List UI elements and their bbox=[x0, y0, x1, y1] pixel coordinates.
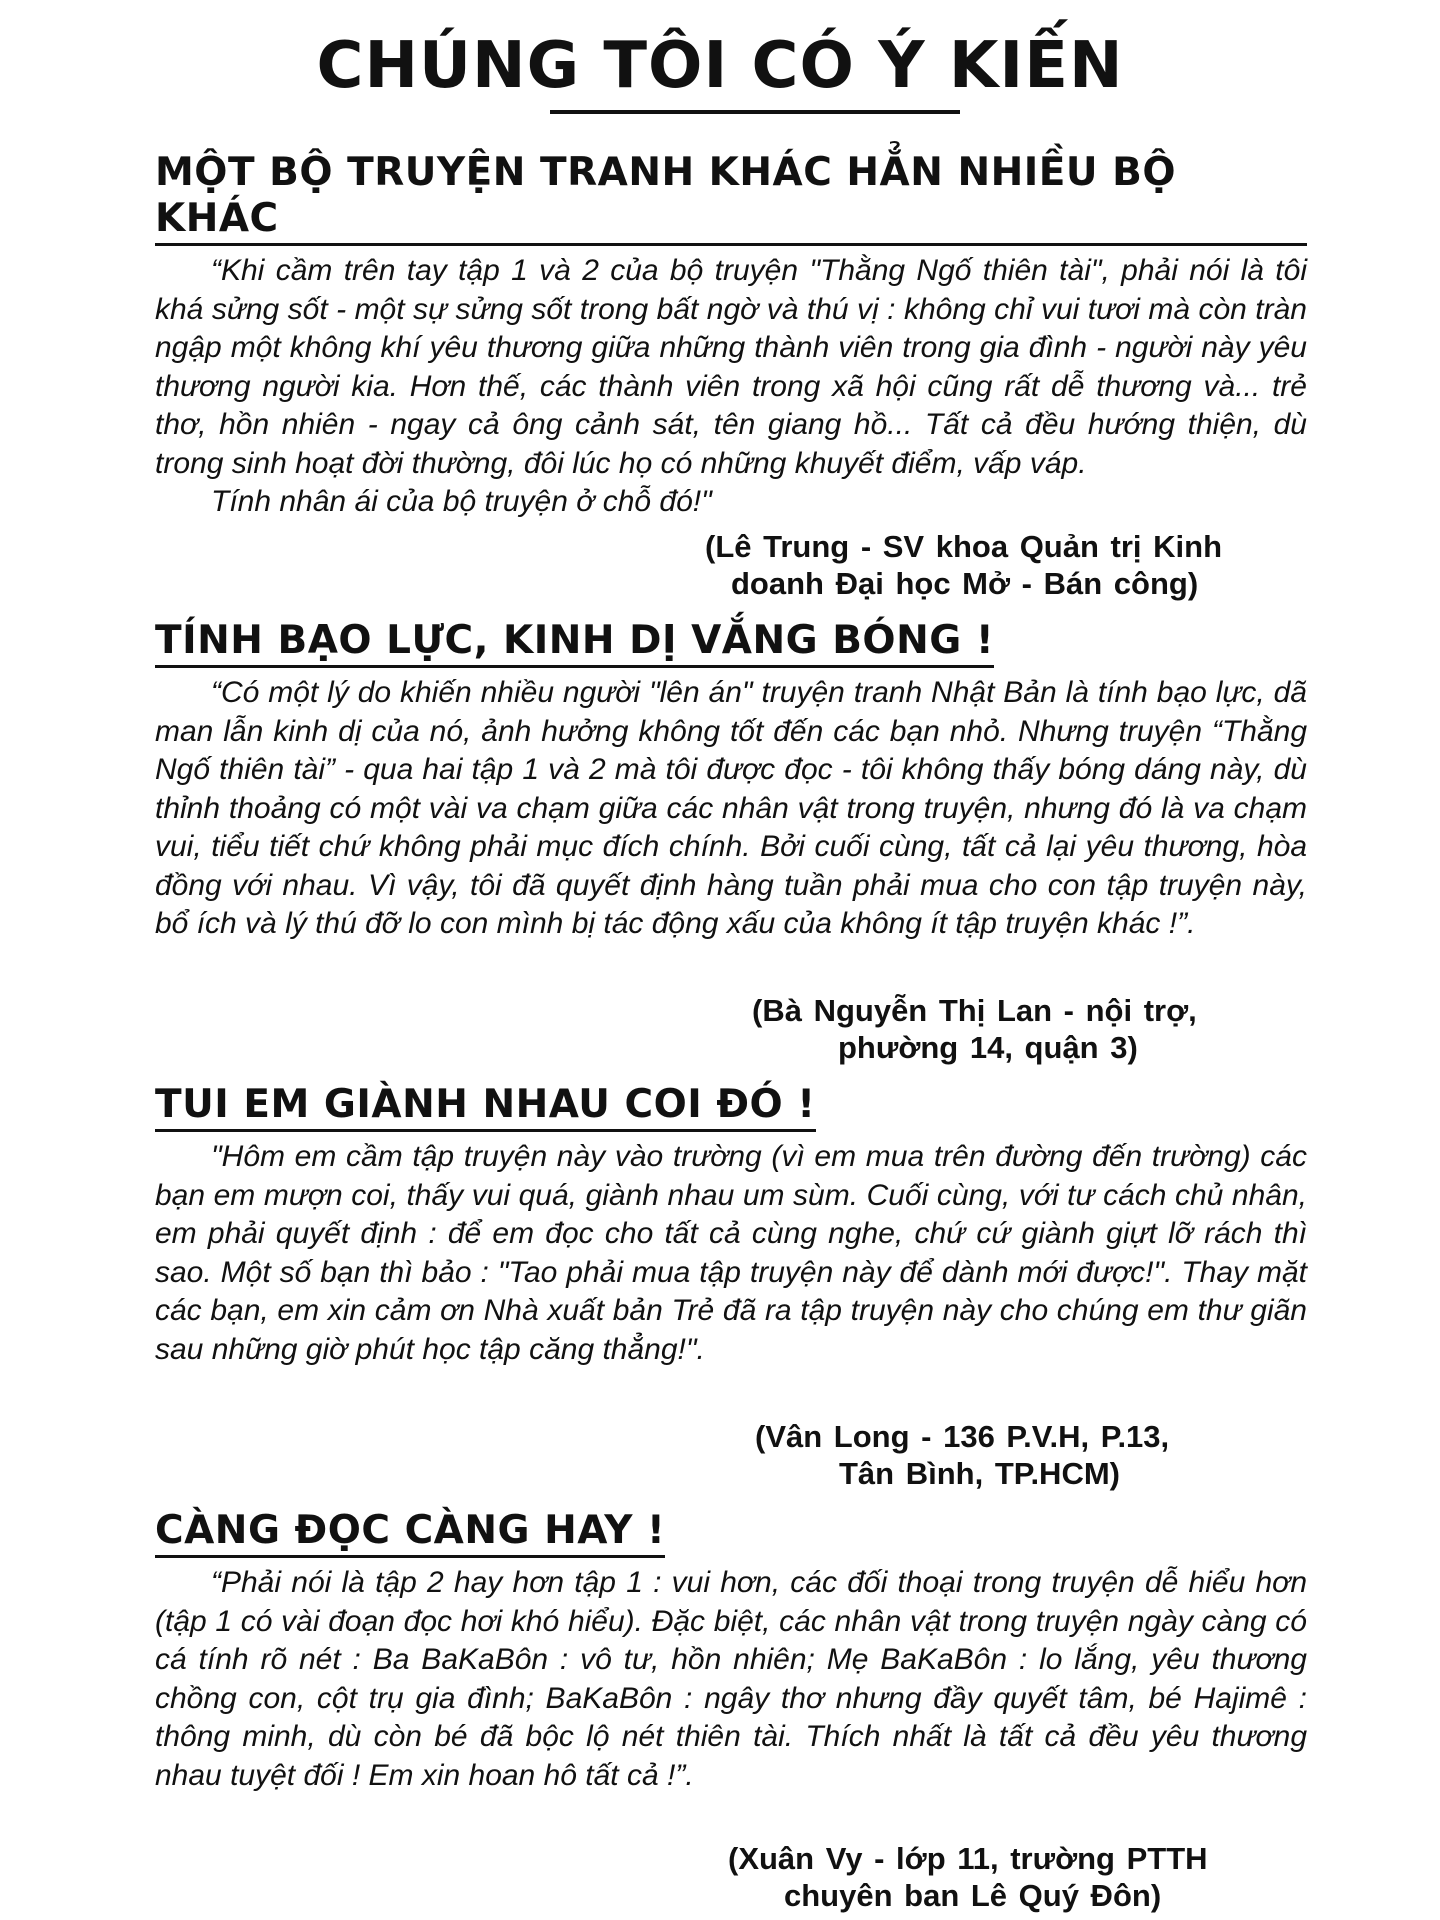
signature-line: (Bà Nguyễn Thị Lan - nội trợ, bbox=[752, 993, 1197, 1028]
title-underline bbox=[550, 110, 960, 114]
page-title: CHÚNG TÔI CÓ Ý KIẾN bbox=[316, 29, 1124, 103]
paragraph: “Khi cầm trên tay tập 1 và 2 của bộ truyện "Thằng Ngố thiên tài", phải nói là tôi khá sửng sốt - một sự sửng sốt trong bất ngờ và thú vị : không chỉ vui tươi mà còn tràn ngập một không khí yêu thương giữa những thành viên trong gia đình - người này yêu thương người kia. Hơn thế, các thành viên trong xã hội cũng rất dễ thương và... trẻ thơ, hồn nhiên - ngay cả ông cảnh sát, tên giang hồ... Tất cả đều hướng thiện, dù trong sinh hoạt đời thường, đôi lúc họ có những khuyết điểm, vấp váp. bbox=[155, 254, 1307, 480]
signature-line: (Xuân Vy - lớp 11, trường PTTH bbox=[728, 1841, 1208, 1876]
signature-line: Tân Bình, TP.HCM) bbox=[839, 1456, 1120, 1491]
section-3-signature bbox=[755, 1418, 1169, 1492]
section-1-signature bbox=[705, 528, 1222, 602]
signature-line: chuyên ban Lê Quý Đôn) bbox=[784, 1878, 1162, 1913]
section-body bbox=[155, 252, 1307, 522]
section-3 bbox=[155, 1082, 1307, 1369]
section-1 bbox=[155, 150, 1307, 522]
signature-line: doanh Đại học Mở - Bán công) bbox=[731, 566, 1199, 601]
paragraph: "Hôm em cầm tập truyện này vào trường (vì em mua trên đường đến trường) các bạn em mượn coi, thấy vui quá, giành nhau um sùm. Cuối cùng, với tư cách chủ nhân, em phải quyết định : để em đọc cho tất cả cùng nghe, chứ cứ giành giựt lỡ rách thì sao. Một số bạn thì bảo : "Tao phải mua tập truyện này để dành mới được!". Thay mặt các bạn, em xin cảm ơn Nhà xuất bản Trẻ đã ra tập truyện này cho chúng em thư giãn sau những giờ phút học tập căng thẳng!". bbox=[155, 1140, 1307, 1366]
section-heading: CÀNG ĐỌC CÀNG HAY ! bbox=[155, 1508, 665, 1558]
section-heading: MỘT BỘ TRUYỆN TRANH KHÁC HẲN NHIỀU BỘ KHÁC bbox=[155, 150, 1307, 246]
section-2 bbox=[155, 618, 1307, 944]
section-body bbox=[155, 674, 1307, 944]
section-2-signature bbox=[752, 992, 1197, 1066]
paragraph: “Phải nói là tập 2 hay hơn tập 1 : vui hơn, các đối thoại trong truyện dễ hiểu hơn (tập 1 có vài đoạn đọc hơi khó hiểu). Đặc biệt, các nhân vật trong truyện ngày càng có cá tính rõ nét : Ba BaKaBôn : vô tư, hồn nhiên; Mẹ BaKaBôn : lo lắng, yêu thương chồng con, cột trụ gia đình; BaKaBôn : ngây thơ nhưng đầy quyết tâm, bé Hajimê : thông minh, dù còn bé đã bộc lộ nét thiên tài. Thích nhất là tất cả đều yêu thương nhau tuyệt đối ! Em xin hoan hô tất cả !”. bbox=[155, 1566, 1307, 1792]
paragraph: “Có một lý do khiến nhiều người "lên án" truyện tranh Nhật Bản là tính bạo lực, dã man lẫn kinh dị của nó, ảnh hưởng không tốt đến các bạn nhỏ. Nhưng truyện “Thằng Ngố thiên tài” - qua hai tập 1 và 2 mà tôi được đọc - tôi không thấy bóng dáng này, dù thỉnh thoảng có một vài va chạm giữa các nhân vật trong truyện, nhưng đó là va chạm vui, tiểu tiết chứ không phải mục đích chính. Bởi cuối cùng, tất cả lại yêu thương, hòa đồng với nhau. Vì vậy, tôi đã quyết định hàng tuần phải mua cho con tập truyện này, bổ ích và lý thú đỡ lo con mình bị tác động xấu của không ít tập truyện khác !”. bbox=[155, 676, 1307, 940]
section-body bbox=[155, 1564, 1307, 1795]
section-heading: TUI EM GIÀNH NHAU COI ĐÓ ! bbox=[155, 1082, 816, 1132]
signature-line: (Vân Long - 136 P.V.H, P.13, bbox=[755, 1419, 1170, 1454]
section-4-signature bbox=[728, 1840, 1208, 1914]
signature-line: phường 14, quận 3) bbox=[838, 1030, 1138, 1065]
paragraph: Tính nhân ái của bộ truyện ở chỗ đó!" bbox=[211, 485, 712, 518]
section-4 bbox=[155, 1508, 1307, 1795]
signature-line: (Lê Trung - SV khoa Quản trị Kinh bbox=[705, 529, 1223, 564]
section-heading: TÍNH BẠO LỰC, KINH DỊ VẮNG BÓNG ! bbox=[155, 618, 994, 668]
section-body bbox=[155, 1138, 1307, 1369]
